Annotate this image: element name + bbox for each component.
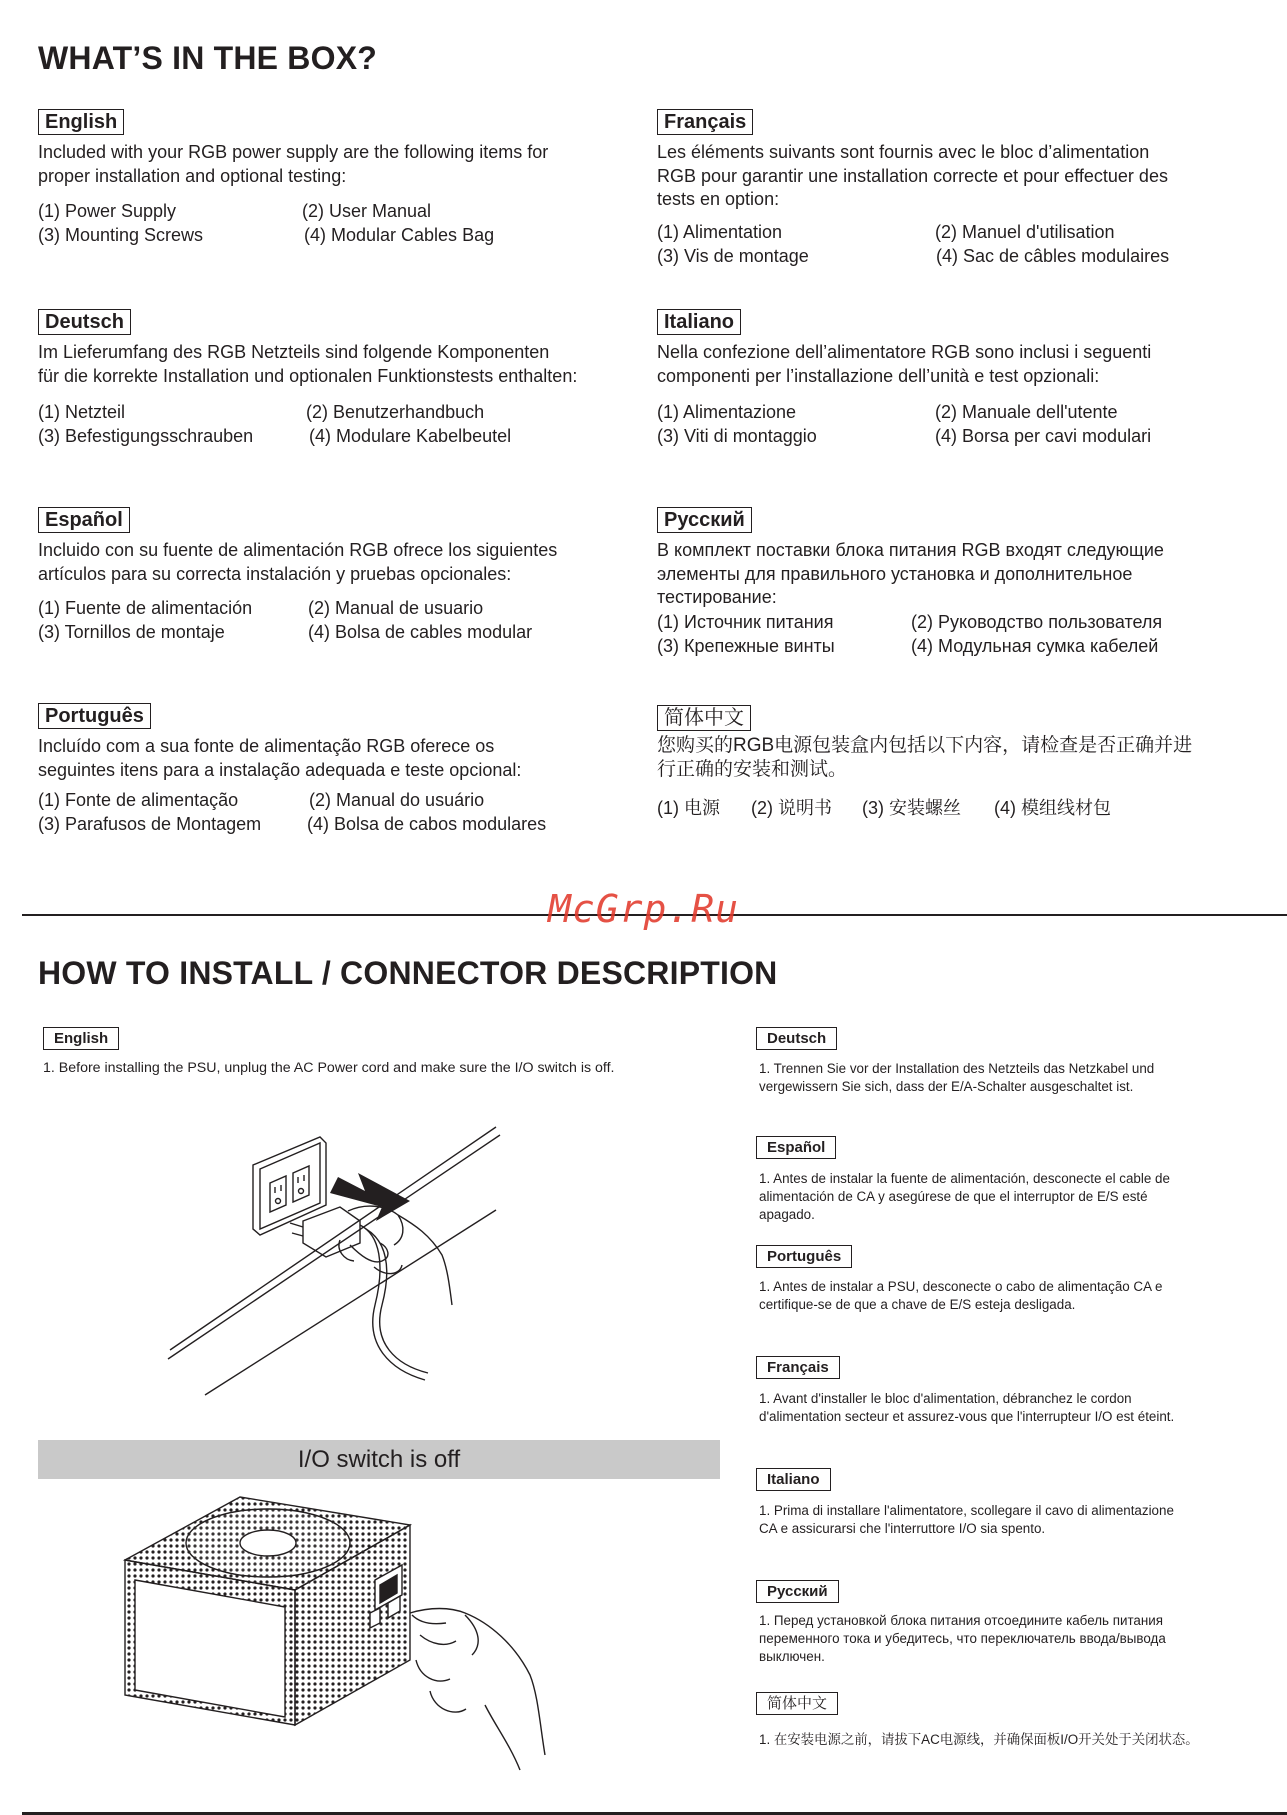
text-line: В комплект поставки блока питания RGB входят следующие (657, 540, 1164, 560)
step-label-portugues: Português (756, 1245, 852, 1268)
list-item: (2) Руководство пользователя (911, 612, 1163, 632)
io-switch-caption: I/O switch is off (38, 1440, 720, 1479)
text-line: CA e assicurarsi che l'interruttore I/O sia spento. (759, 1521, 1046, 1536)
text-line: элементы для правильного установка и дополнительное (657, 563, 1133, 584)
lang-label-english: English (38, 109, 124, 135)
step-text-francais (759, 1390, 1174, 1426)
list-item: (2) 说明书 (751, 798, 832, 818)
step-text-russian (759, 1612, 1166, 1666)
list-item: (3) Befestigungsschrauben (38, 426, 254, 446)
box-items-italiano (657, 400, 1257, 448)
step-text-portugues (759, 1278, 1162, 1314)
text-line: Included with your RGB power supply are the following items for (38, 142, 549, 162)
list-item: (1) Alimentazione (657, 402, 797, 422)
text-line: 行正确的安装和测试。 (657, 759, 848, 780)
text-line: certifique-se de que a chave de E/S esteja desligada. (759, 1297, 1076, 1312)
list-item: (4) Borsa per cavi modulari (935, 426, 1152, 446)
lang-label-deutsch: Deutsch (38, 309, 131, 335)
step-label-italiano: Italiano (756, 1468, 831, 1491)
text-line: переменного тока и убедитесь, что переключатель ввода/вывода (759, 1631, 1166, 1646)
text-line: für die korrekte Installation und optionalen Funktionstests enthalten: (38, 365, 578, 386)
list-item: (3) Tornillos de montaje (38, 622, 225, 642)
step-text-espanol (759, 1170, 1170, 1224)
watermark: McGrp.Ru (548, 887, 740, 931)
list-item: (3) Mounting Screws (38, 225, 204, 245)
box-text-portugues (38, 735, 521, 782)
list-item: (4) Modulare Kabelbeutel (309, 426, 512, 446)
text-line: 1. Antes de instalar la fuente de alimentación, desconecte el cable de (759, 1171, 1170, 1186)
list-item: (2) User Manual (302, 201, 432, 221)
step-label-chinese: 简体中文 (756, 1692, 838, 1715)
text-line: seguintes itens para a instalação adequada e teste opcional: (38, 759, 522, 780)
box-items-espanol (38, 596, 598, 644)
box-section-title: WHAT’S IN THE BOX? (38, 40, 377, 76)
list-item: (3) Крепежные винты (657, 636, 835, 656)
list-item: (4) Sac de câbles modulaires (936, 246, 1170, 266)
list-item: (2) Benutzerhandbuch (306, 402, 485, 422)
text-line: Incluído com a sua fonte de alimentação RGB oferece os (38, 736, 495, 756)
box-text-deutsch (38, 341, 577, 388)
step-label-deutsch: Deutsch (756, 1027, 837, 1050)
box-text-italiano (657, 341, 1151, 388)
box-text-espanol (38, 539, 557, 586)
step-text-english (43, 1059, 614, 1077)
list-item: (3) Viti di montaggio (657, 426, 817, 446)
list-item: (2) Manuale dell'utente (935, 402, 1118, 422)
lang-label-espanol: Español (38, 507, 130, 533)
list-item: (2) Manual do usuário (309, 790, 485, 810)
list-item: (1) Alimentation (657, 222, 783, 242)
text-line: 1. Перед установкой блока питания отсоедините кабель питания (759, 1613, 1163, 1628)
box-text-russian (657, 539, 1164, 610)
box-items-english (38, 199, 598, 247)
box-text-chinese (657, 734, 1192, 782)
unplug-illustration (160, 1115, 520, 1415)
lang-label-portugues: Português (38, 703, 151, 729)
text-line: Les éléments suivants sont fournis avec le bloc d’alimentation (657, 142, 1150, 162)
list-item: (1) Power Supply (38, 201, 177, 221)
lang-label-italiano: Italiano (657, 309, 741, 335)
text-line: 1. Avant d'installer le bloc d'alimentation, débranchez le cordon (759, 1391, 1132, 1406)
step-label-espanol: Español (756, 1136, 836, 1159)
step-label-francais: Français (756, 1356, 840, 1379)
text-line: componenti per l’installazione dell’unità e test opzionali: (657, 365, 1100, 386)
step-text-italiano (759, 1502, 1174, 1538)
text-line: artículos para su correcta instalación y pruebas opcionales: (38, 563, 512, 584)
list-item: (4) Модульная сумка кабелей (911, 636, 1159, 656)
lang-label-russian: Русский (657, 507, 752, 533)
text-line: alimentación de CA y asegúrese de que el interruptor de E/S esté (759, 1189, 1148, 1204)
text-line: выключен. (759, 1649, 825, 1664)
box-items-francais (657, 220, 1257, 268)
psu-illustration (120, 1495, 570, 1795)
box-items-russian (657, 610, 1267, 658)
text-line: 1. Trennen Sie vor der Installation des Netzteils das Netzkabel und (759, 1061, 1155, 1076)
install-section-title: HOW TO INSTALL / CONNECTOR DESCRIPTION (38, 955, 778, 991)
list-item: (1) 电源 (657, 798, 720, 818)
text-line: tests en option: (657, 189, 780, 209)
text-line: vergewissern Sie sich, dass der E/A-Schalter ausgeschaltet ist. (759, 1079, 1134, 1094)
text-line: 1. Prima di installare l'alimentatore, scollegare il cavo di alimentazione (759, 1503, 1174, 1518)
list-item: (1) Fuente de alimentación (38, 598, 253, 618)
box-items-deutsch (38, 400, 598, 448)
list-item: (4) Bolsa de cabos modulares (307, 814, 547, 834)
list-item: (4) Modular Cables Bag (304, 225, 495, 245)
step-label-russian: Русский (756, 1580, 839, 1603)
step-text-chinese (759, 1731, 1199, 1749)
list-item: (3) 安装螺丝 (862, 798, 961, 818)
text-line: apagado. (759, 1207, 815, 1222)
box-text-francais (657, 141, 1168, 212)
text-line: 您购买的RGB电源包装盒内包括以下内容，请检查是否正确并进 (657, 735, 1193, 756)
text-line: тестирование: (657, 587, 777, 607)
lang-label-francais: Français (657, 109, 753, 135)
list-item: (4) Bolsa de cables modular (308, 622, 533, 642)
list-item: (1) Источник питания (657, 612, 834, 632)
step-label-english: English (43, 1027, 119, 1050)
list-item: (2) Manual de usuario (308, 598, 484, 618)
list-item: (3) Vis de montage (657, 246, 809, 266)
text-line: Nella confezione dell’alimentatore RGB sono inclusi i seguenti (657, 342, 1152, 362)
text-line: 1. Before installing the PSU, unplug the AC Power cord and make sure the I/O switch is off. (43, 1060, 615, 1076)
text-line: 1. Antes de instalar a PSU, desconecte o cabo de alimentação CA e (759, 1279, 1163, 1294)
list-item: (2) Manuel d'utilisation (935, 222, 1115, 242)
text-line: Incluido con su fuente de alimentación RGB ofrece los siguientes (38, 540, 558, 560)
text-line: RGB pour garantir une installation correcte et pour effectuer des (657, 165, 1168, 186)
list-item: (1) Fonte de alimentação (38, 790, 239, 810)
step-text-deutsch (759, 1060, 1154, 1096)
list-item: (1) Netzteil (38, 402, 126, 422)
box-items-portugues (38, 788, 598, 836)
text-line: d'alimentation secteur et assurez-vous que l'interrupteur I/O est éteint. (759, 1409, 1175, 1424)
list-item: (3) Parafusos de Montagem (38, 814, 262, 834)
list-item: (4) 模组线材包 (994, 798, 1111, 818)
box-text-english (38, 141, 548, 188)
text-line: Im Lieferumfang des RGB Netzteils sind folgende Komponenten (38, 342, 550, 362)
text-line: 1. 在安装电源之前，请拔下AC电源线，并确保面板I/O开关处于关闭状态。 (759, 1732, 1199, 1747)
lang-label-chinese: 简体中文 (657, 705, 751, 731)
text-line: proper installation and optional testing: (38, 165, 347, 186)
